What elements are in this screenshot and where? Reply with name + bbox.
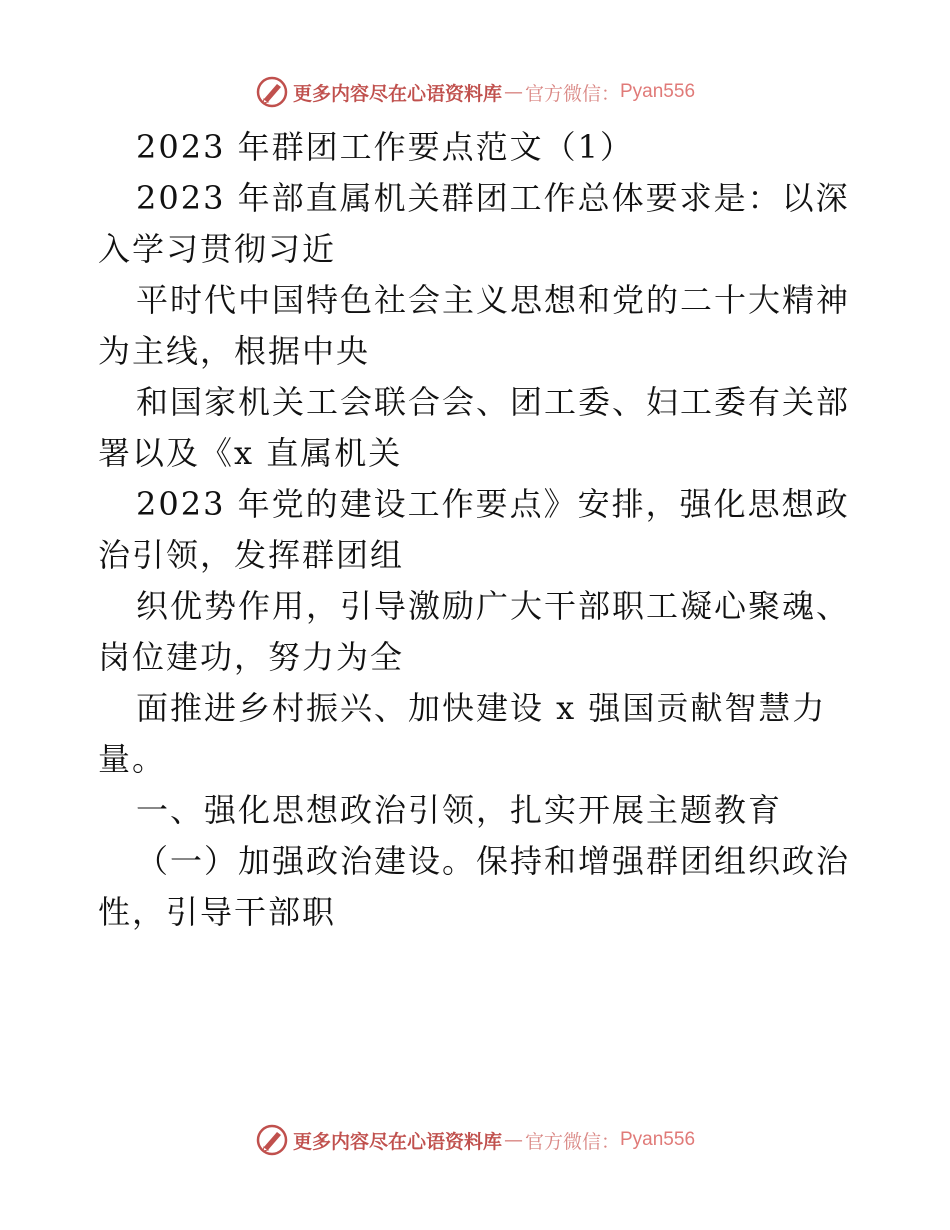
header-watermark (0, 72, 950, 112)
watermark-separator: — (503, 81, 523, 103)
pen-circle-logo-icon (255, 1123, 289, 1157)
text-line: 面推进乡村振兴、加快建设 x 强国贡献智慧力 (136, 689, 827, 727)
text-line: 织优势作用，引导激励广大干部职工凝心聚魂、 (136, 587, 851, 625)
text-line: 入学习贯彻习近 (98, 230, 337, 268)
subsection-heading: （一）加强政治建设。保持和增强群团组织政治 (136, 842, 851, 880)
footer-watermark (0, 1120, 950, 1160)
watermark-handle: Pyan556 (620, 81, 696, 102)
watermark-main-text: 更多内容尽在心语资料库 (292, 82, 502, 105)
watermark-main-text: 更多内容尽在心语资料库 (292, 1130, 502, 1153)
section-heading: 一、强化思想政治引领，扎实开展主题教育 (136, 791, 783, 829)
text-line: 为主线，根据中央 (98, 332, 371, 370)
text-line: 2023 年部直属机关群团工作总体要求是：以深 (136, 179, 850, 217)
document-body (98, 122, 858, 938)
text-line: 量。 (98, 740, 167, 778)
text-line: 和国家机关工会联合会、团工委、妇工委有关部 (136, 383, 851, 421)
watermark-sub-text: 官方微信： (524, 1130, 620, 1153)
document-title: 2023 年群团工作要点范文（1） (136, 128, 634, 166)
text-line: 平时代中国特色社会主义思想和党的二十大精神 (136, 281, 851, 319)
text-line: 2023 年党的建设工作要点》安排，强化思想政 (136, 485, 850, 523)
text-line: 岗位建功，努力为全 (98, 638, 405, 676)
text-line: 署以及《x 直属机关 (98, 434, 403, 472)
watermark-sub-text: 官方微信： (524, 82, 620, 105)
watermark-separator: — (503, 1129, 523, 1151)
watermark-handle: Pyan556 (620, 1129, 696, 1150)
text-line: 性，引导干部职 (98, 893, 337, 931)
text-line: 治引领，发挥群团组 (98, 536, 405, 574)
pen-circle-logo-icon (255, 75, 289, 109)
